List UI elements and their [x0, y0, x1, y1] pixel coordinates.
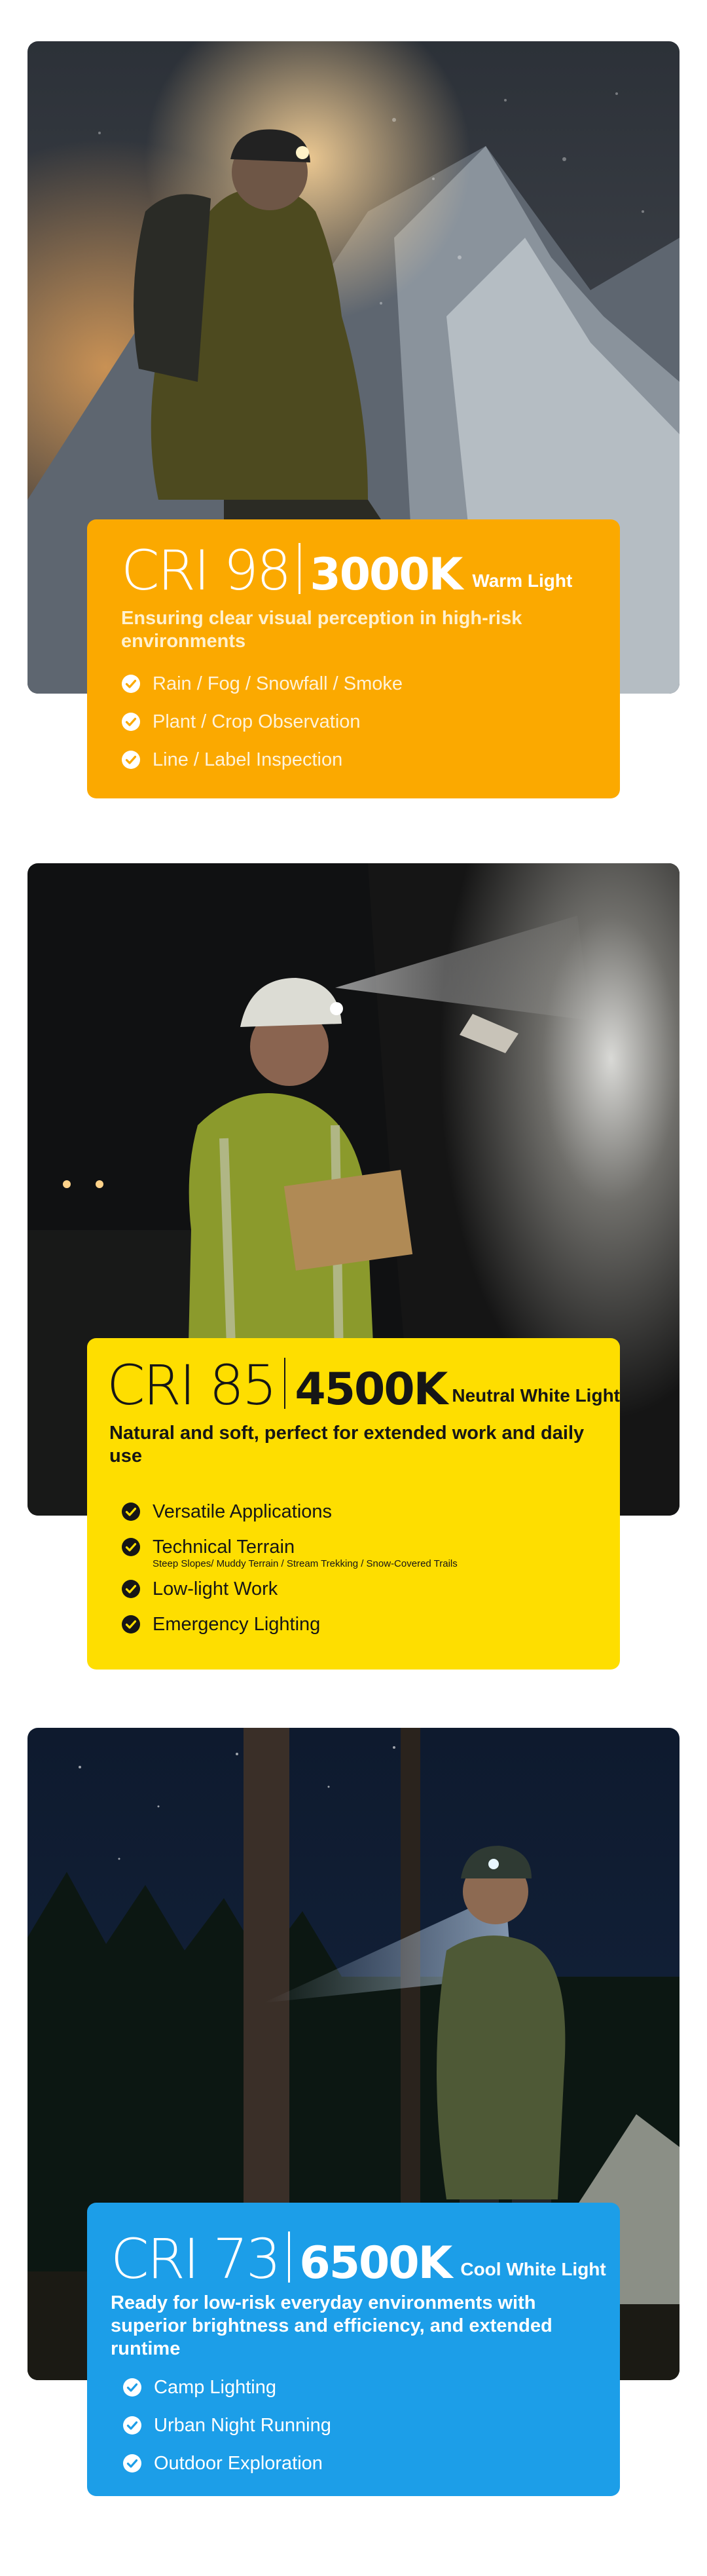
title-divider	[284, 1358, 285, 1409]
warm-light-card	[87, 519, 620, 798]
check-circle-icon	[121, 1615, 141, 1634]
color-temperature: 6500K	[299, 2237, 452, 2289]
card-subtitle: Ready for low-risk everyday environments with superior brightness and efficiency, and extended runtime	[111, 2292, 553, 2359]
cool-light-title	[111, 2227, 620, 2291]
cool-light-card	[87, 2203, 620, 2496]
neutral-light-card	[87, 1338, 620, 1670]
color-temperature: 3000K	[310, 549, 462, 601]
check-circle-icon	[122, 2416, 142, 2435]
use-case-list	[121, 1501, 620, 1635]
list-item-label: Line / Label Inspection	[153, 749, 343, 770]
list-item-label: Plant / Crop Observation	[153, 711, 361, 732]
list-item	[121, 749, 620, 771]
title-divider	[288, 2231, 290, 2283]
check-circle-icon	[121, 1502, 141, 1521]
list-item	[121, 673, 620, 695]
cri-value: CRI 85	[107, 1353, 276, 1417]
list-item	[121, 1536, 620, 1570]
check-circle-icon	[122, 2378, 142, 2397]
list-item-label: Urban Night Running	[154, 2415, 331, 2436]
list-item-label: Versatile Applications	[153, 1501, 333, 1522]
check-circle-icon	[121, 1537, 141, 1557]
check-circle-icon	[121, 674, 141, 694]
title-divider	[299, 543, 300, 594]
check-circle-icon	[121, 750, 141, 770]
check-circle-icon	[121, 712, 141, 732]
list-item-label: Camp Lighting	[154, 2377, 276, 2398]
list-item-label: Rain / Fog / Snowfall / Smoke	[153, 673, 403, 694]
list-item-label: Outdoor Exploration	[154, 2453, 323, 2474]
list-item-label: Low-light Work	[153, 1578, 278, 1599]
use-case-list	[122, 2376, 620, 2474]
light-tone-label: Neutral White Light	[452, 1385, 620, 1406]
cri-value: CRI 73	[111, 2227, 280, 2291]
check-circle-icon	[121, 1579, 141, 1599]
list-item-label: Emergency Lighting	[153, 1614, 321, 1635]
warm-light-title	[121, 538, 620, 603]
neutral-light-title	[107, 1353, 620, 1417]
card-subtitle: Ensuring clear visual perception in high-risk environments	[121, 608, 522, 652]
use-case-list	[121, 673, 620, 771]
list-item-label: Technical Terrain	[153, 1537, 295, 1558]
list-item	[121, 711, 620, 733]
list-item	[122, 2414, 620, 2436]
card-subtitle: Natural and soft, perfect for extended work and daily use	[109, 1423, 585, 1466]
list-item-sublabel: Steep Slopes/ Muddy Terrain / Stream Trekking / Snow-Covered Trails	[153, 1558, 458, 1569]
list-item	[121, 1578, 620, 1600]
check-circle-icon	[122, 2454, 142, 2473]
cri-value: CRI 98	[121, 538, 290, 603]
color-temperature: 4500K	[295, 1364, 447, 1415]
list-item	[122, 2452, 620, 2474]
list-item	[121, 1613, 620, 1635]
light-tone-label: Cool White Light	[460, 2259, 606, 2279]
light-tone-label: Warm Light	[472, 570, 573, 591]
list-item	[121, 1501, 620, 1523]
list-item	[122, 2376, 620, 2399]
